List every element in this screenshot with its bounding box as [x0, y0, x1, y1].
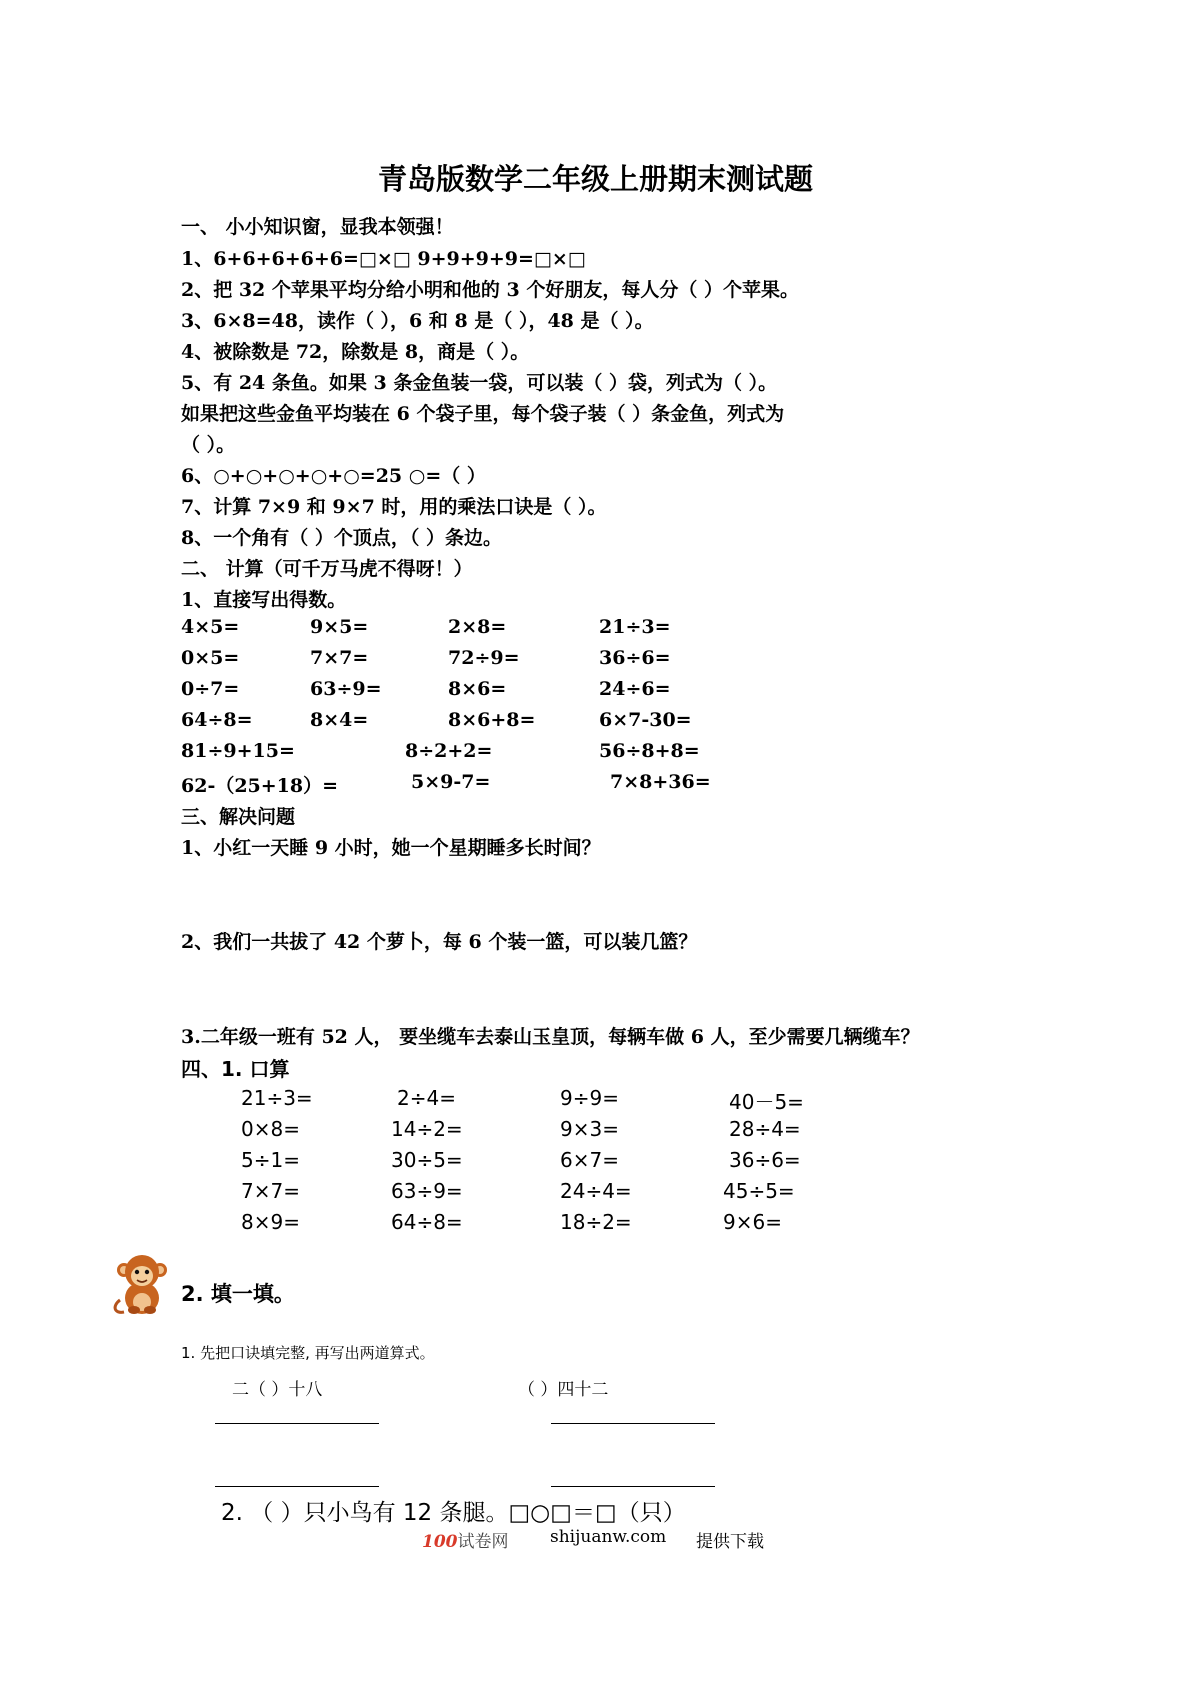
answer-line: [551, 1486, 715, 1487]
calc-cell: 8×6+8=: [448, 709, 536, 731]
calc-cell: 56÷8+8=: [599, 740, 700, 762]
oral-calc-cell: 36÷6=: [729, 1148, 801, 1172]
answer-line: [215, 1486, 379, 1487]
oral-calc-cell: 2÷4=: [397, 1086, 456, 1110]
oral-calc-cell: 5÷1=: [241, 1148, 300, 1172]
question-line: 4、被除数是 72，除数是 8，商是（ ）。: [181, 341, 530, 363]
calc-cell: 9×5=: [310, 616, 369, 638]
question-line: （ ）。: [181, 434, 236, 456]
footer-logo: [422, 1527, 509, 1552]
rhyme-right: （ ）四十二: [518, 1380, 609, 1400]
oral-calc-cell: 63÷9=: [391, 1179, 463, 1203]
calc-cell: 7×7=: [310, 647, 369, 669]
calc-cell: 63÷9=: [310, 678, 382, 700]
section-3-heading: 三、解决问题: [181, 806, 296, 828]
calc-cell: 36÷6=: [599, 647, 671, 669]
calc-cell: 0×5=: [181, 647, 240, 669]
oral-calc-cell: 9×3=: [560, 1117, 619, 1141]
oral-calc-cell: 0×8=: [241, 1117, 300, 1141]
oral-calc-cell: 14÷2=: [391, 1117, 463, 1141]
calc-cell: 21÷3=: [599, 616, 671, 638]
calc-cell: 62-（25+18）=: [181, 775, 339, 797]
monkey-icon: [110, 1248, 174, 1318]
question-line: 1、6+6+6+6+6=□×□ 9+9+9+9=□×□: [181, 248, 586, 270]
oral-calc-cell: 18÷2=: [560, 1210, 632, 1234]
oral-calc-cell: 9÷9=: [560, 1086, 619, 1110]
footer-logo-text: 试卷网: [457, 1532, 509, 1552]
word-problem: 2、我们一共拔了 42 个萝卜，每 6 个装一篮，可以装几篮？: [181, 931, 698, 953]
footer-note: 提供下载: [696, 1532, 764, 1552]
calc-cell: 64÷8=: [181, 709, 253, 731]
question-line: 6、○+○+○+○+○=25 ○=（ ）: [181, 465, 486, 487]
question-line: 8、一个角有（ ）个顶点，（ ）条边。: [181, 527, 502, 549]
oral-calc-cell: 30÷5=: [391, 1148, 463, 1172]
question-line: 如果把这些金鱼平均装在 6 个袋子里，每个袋子装（ ）条金鱼，列式为: [181, 403, 785, 425]
calc-cell: 8÷2+2=: [405, 740, 493, 762]
oral-calc-cell: 40－5=: [729, 1090, 804, 1114]
oral-calc-cell: 21÷3=: [241, 1086, 313, 1110]
question-line: 5、有 24 条鱼。如果 3 条金鱼装一袋，可以装（ ）袋，列式为（ ）。: [181, 372, 778, 394]
calc-cell: 4×5=: [181, 616, 240, 638]
oral-calc-cell: 7×7=: [241, 1179, 300, 1203]
section-4-heading: 四、1. 口算: [181, 1057, 290, 1081]
bird-question: 2. （ ）只小鸟有 12 条腿。□○□＝□（只）: [221, 1500, 686, 1526]
rhyme-left: 二（ ）十八: [232, 1380, 323, 1400]
section-2-heading: 二、 计算（可千万马虎不得呀！）: [181, 558, 473, 580]
word-problem: 3.二年级一班有 52 人， 要坐缆车去泰山玉皇顶，每辆车做 6 人，至少需要几辆缆车？: [181, 1026, 920, 1048]
calc-cell: 6×7-30=: [599, 709, 692, 731]
fill-heading: 2. 填一填。: [181, 1282, 295, 1306]
calc-cell: 24÷6=: [599, 678, 671, 700]
calc-cell: 2×8=: [448, 616, 507, 638]
answer-line: [551, 1423, 715, 1424]
footer-site: shijuanw.com: [550, 1527, 667, 1547]
section-2-subheading: 1、直接写出得数。: [181, 589, 347, 611]
footer-logo-number: 100: [422, 1532, 458, 1552]
question-line: 2、把 32 个苹果平均分给小明和他的 3 个好朋友，每人分（ ）个苹果。: [181, 279, 799, 301]
oral-calc-cell: 45÷5=: [723, 1179, 795, 1203]
word-problem: 1、小红一天睡 9 小时，她一个星期睡多长时间？: [181, 837, 601, 859]
oral-calc-cell: 64÷8=: [391, 1210, 463, 1234]
question-line: 7、计算 7×9 和 9×7 时，用的乘法口诀是（ ）。: [181, 496, 607, 518]
calc-cell: 7×8+36=: [610, 771, 711, 793]
oral-calc-cell: 6×7=: [560, 1148, 619, 1172]
calc-cell: 81÷9+15=: [181, 740, 295, 762]
oral-calc-cell: 24÷4=: [560, 1179, 632, 1203]
oral-calc-cell: 28÷4=: [729, 1117, 801, 1141]
oral-calc-cell: 8×9=: [241, 1210, 300, 1234]
question-line: 3、6×8=48，读作（ ），6 和 8 是（ ），48 是（ ）。: [181, 310, 654, 332]
calc-cell: 0÷7=: [181, 678, 240, 700]
calc-cell: 8×6=: [448, 678, 507, 700]
page-title: 青岛版数学二年级上册期末测试题: [377, 162, 813, 196]
answer-line: [215, 1423, 379, 1424]
oral-calc-cell: 9×6=: [723, 1210, 782, 1234]
section-1-heading: 一、 小小知识窗，显我本领强！: [181, 216, 454, 238]
calc-cell: 5×9-7=: [411, 771, 491, 793]
calc-cell: 8×4=: [310, 709, 369, 731]
calc-cell: 72÷9=: [448, 647, 520, 669]
fill-subheading: 1. 先把口诀填完整, 再写出两道算式。: [181, 1344, 435, 1362]
